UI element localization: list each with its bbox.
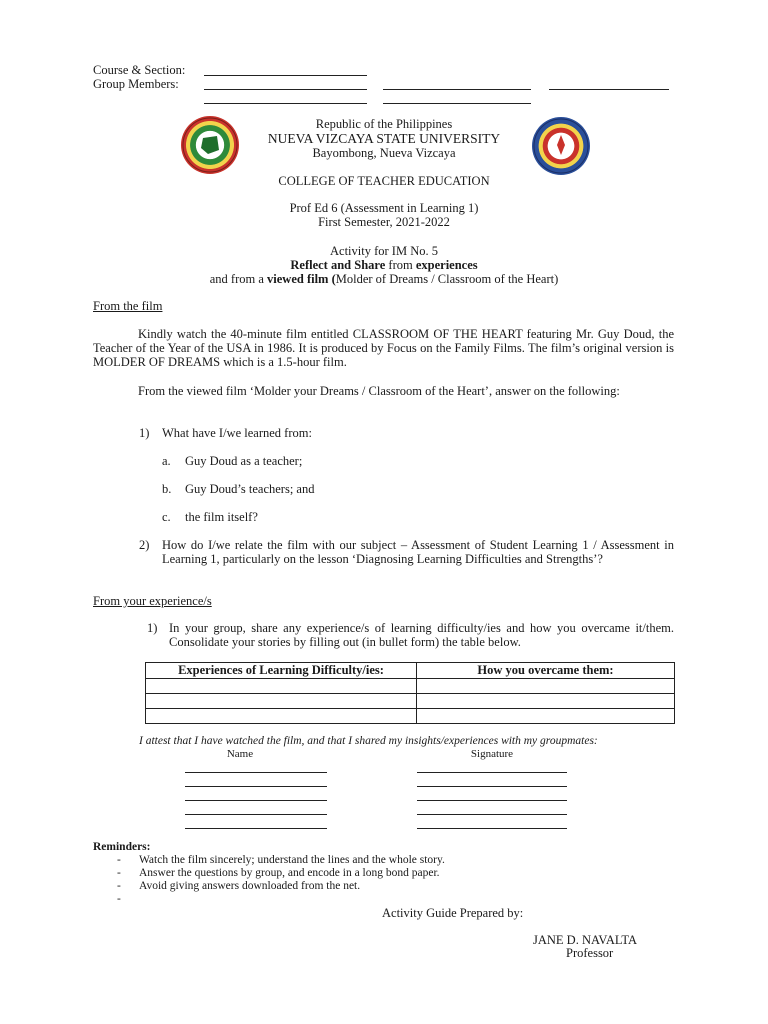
activity-title bbox=[150, 258, 618, 273]
member-line-3[interactable] bbox=[549, 89, 669, 90]
member-line-5[interactable] bbox=[383, 103, 531, 104]
group-members-label: Group Members: bbox=[93, 77, 179, 91]
signature-line-1[interactable] bbox=[417, 772, 567, 773]
name-line-4[interactable] bbox=[185, 814, 327, 815]
experience-table bbox=[145, 662, 675, 724]
signature-line-2[interactable] bbox=[417, 786, 567, 787]
experience-column-header: Experiences of Learning Difficulty/ies: bbox=[146, 663, 417, 679]
table-row bbox=[146, 694, 675, 709]
reminder-bullet-1: - bbox=[117, 854, 121, 866]
table-cell[interactable] bbox=[417, 694, 675, 709]
question-1b-text: Guy Doud’s teachers; and bbox=[185, 482, 315, 496]
question-1b-letter: b. bbox=[162, 482, 172, 496]
signature-line-5[interactable] bbox=[417, 828, 567, 829]
prepared-by-label: Activity Guide Prepared by: bbox=[382, 906, 524, 920]
republic-text: Republic of the Philippines bbox=[315, 117, 453, 131]
course-section-line[interactable] bbox=[204, 75, 367, 76]
question-1-text: What have I/we learned from: bbox=[162, 426, 312, 440]
reminder-bullet-3: - bbox=[117, 880, 121, 892]
semester: First Semester, 2021-2022 bbox=[318, 215, 450, 229]
question-1-number: 1) bbox=[139, 426, 150, 440]
member-line-1[interactable] bbox=[204, 89, 367, 90]
table-cell[interactable] bbox=[417, 709, 675, 724]
name-line-2[interactable] bbox=[185, 786, 327, 787]
reminders-heading: Reminders: bbox=[93, 841, 151, 853]
course-section-label: Course & Section: bbox=[93, 63, 186, 77]
university-name: NUEVA VIZCAYA STATE UNIVERSITY bbox=[267, 131, 501, 146]
course-title: Prof Ed 6 (Assessment in Learning 1) bbox=[289, 201, 479, 215]
activity-title-mid: from bbox=[385, 258, 416, 272]
member-line-4[interactable] bbox=[204, 103, 367, 104]
reminder-bullet-2: - bbox=[117, 867, 121, 879]
activity-title-bold-1: Reflect and Share bbox=[290, 258, 386, 272]
table-row bbox=[146, 709, 675, 724]
table-cell[interactable] bbox=[146, 679, 417, 694]
college-name: COLLEGE OF TEACHER EDUCATION bbox=[278, 174, 490, 188]
question-2-number: 2) bbox=[139, 538, 150, 552]
question-2-text: How do I/we relate the film with our subject – Assessment of Student Learning 1 / Assessment in Learning 1, particularly on the lesson ‘Diagnosing Learning Difficulties and Strengths’? bbox=[162, 538, 674, 566]
experience-table-header-row bbox=[146, 663, 675, 679]
signature-column-label: Signature bbox=[470, 748, 514, 760]
film-section-heading: From the film bbox=[93, 299, 163, 313]
attestation-statement: I attest that I have watched the film, and that I shared my insights/experiences with my groupmates: bbox=[139, 735, 598, 747]
preparer-title: Professor bbox=[566, 946, 614, 960]
activity-subtitle-bold: viewed film ( bbox=[267, 272, 336, 286]
activity-subtitle bbox=[100, 272, 668, 287]
experience-section-heading: From your experience/s bbox=[93, 594, 212, 608]
name-column-label: Name bbox=[226, 748, 254, 760]
activity-subtitle-pre: and from a bbox=[209, 272, 268, 286]
film-paragraph-1: Kindly watch the 40-minute film entitled CLASSROOM OF THE HEART featuring Mr. Guy Doud, the Teacher of the Year of the USA in 1986. It is produced by Focus on the Family Films. The film’s original version is MOLDER OF DREAMS which is a 1.5-hour film. bbox=[93, 327, 674, 369]
question-1a-letter: a. bbox=[162, 454, 171, 468]
name-line-3[interactable] bbox=[185, 800, 327, 801]
signature-line-3[interactable] bbox=[417, 800, 567, 801]
signature-line-4[interactable] bbox=[417, 814, 567, 815]
reminder-item-1: Watch the film sincerely; understand the lines and the whole story. bbox=[139, 854, 445, 866]
question-1c-letter: c. bbox=[162, 510, 171, 524]
university-location: Bayombong, Nueva Vizcaya bbox=[312, 146, 456, 160]
question-1a-text: Guy Doud as a teacher; bbox=[185, 454, 303, 468]
activity-number: Activity for IM No. 5 bbox=[330, 244, 438, 258]
table-cell[interactable] bbox=[417, 679, 675, 694]
name-line-1[interactable] bbox=[185, 772, 327, 773]
name-line-5[interactable] bbox=[185, 828, 327, 829]
film-paragraph-2: From the viewed film ‘Molder your Dreams / Classroom of the Heart’, answer on the following: bbox=[138, 384, 620, 398]
table-row bbox=[146, 679, 675, 694]
overcame-column-header: How you overcame them: bbox=[417, 663, 675, 679]
reminder-bullet-4: - bbox=[117, 893, 121, 905]
activity-subtitle-post: Molder of Dreams / Classroom of the Heart) bbox=[335, 272, 559, 286]
preparer-name: JANE D. NAVALTA bbox=[533, 933, 637, 947]
reminder-item-2: Answer the questions by group, and encode in a long bond paper. bbox=[139, 867, 440, 879]
table-cell[interactable] bbox=[146, 694, 417, 709]
table-cell[interactable] bbox=[146, 709, 417, 724]
member-line-2[interactable] bbox=[383, 89, 531, 90]
reminder-item-3: Avoid giving answers downloaded from the net. bbox=[139, 880, 361, 892]
experience-item-text: In your group, share any experience/s of learning difficulty/ies and how you overcame it/them. Consolidate your stories by filling out (in bullet form) the table below. bbox=[169, 621, 674, 649]
experience-item-number: 1) bbox=[147, 621, 158, 635]
activity-title-bold-2: experiences bbox=[415, 258, 478, 272]
question-1c-text: the film itself? bbox=[185, 510, 258, 524]
